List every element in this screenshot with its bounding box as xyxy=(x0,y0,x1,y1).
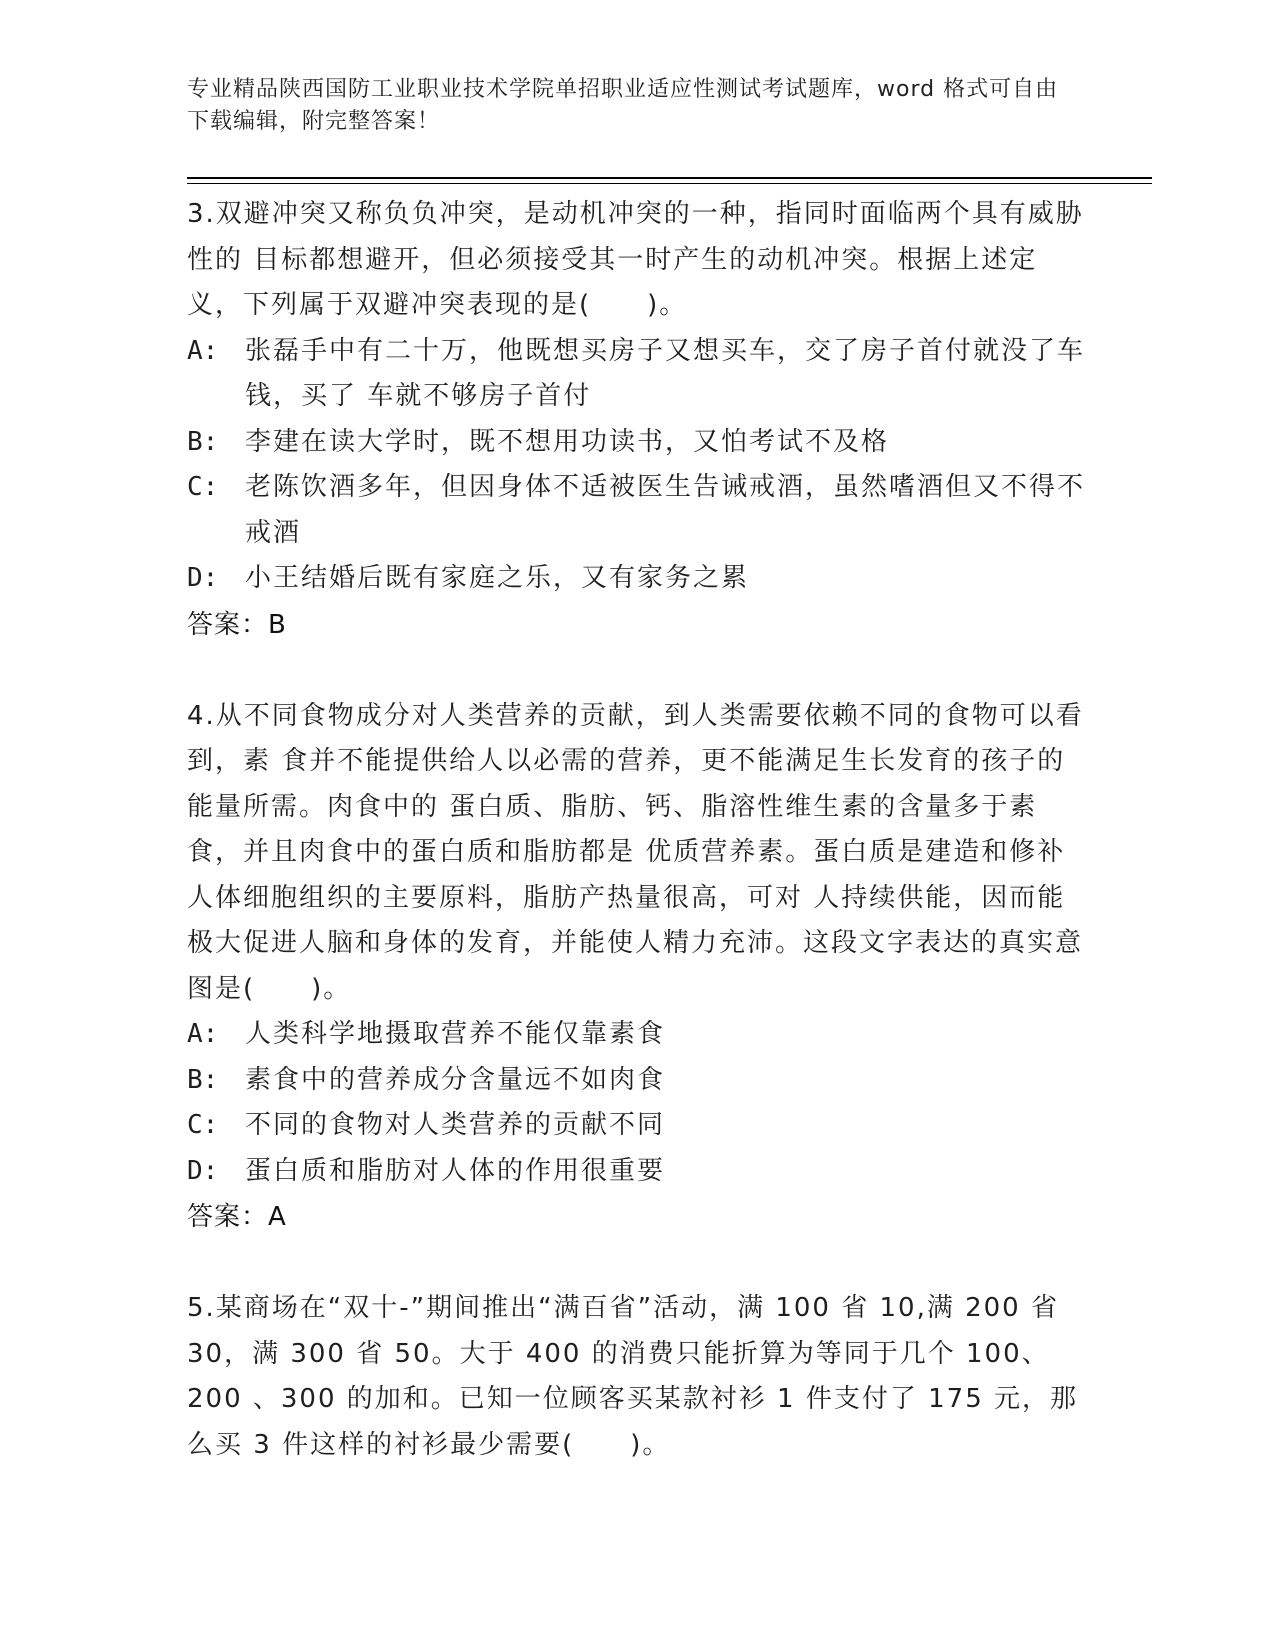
option-text: 素食中的营养成分含量远不如肉食 xyxy=(245,1064,666,1095)
option-letter: C: xyxy=(187,472,219,502)
option-letter: A: xyxy=(187,335,219,366)
option-d xyxy=(187,1149,1087,1195)
question-3 xyxy=(187,192,1087,648)
option-d xyxy=(187,556,1087,602)
option-c xyxy=(187,465,1087,556)
question-stem: 3.双避冲突又称负负冲突，是动机冲突的一种，指同时面临两个具有威胁性的 目标都想避开，但必须接受其一时产生的动机冲突。根据上述定义，下列属于双避冲突表现的是( )。 xyxy=(187,199,1084,320)
option-letter: A: xyxy=(187,1019,219,1049)
option-a xyxy=(187,1012,1087,1058)
question-5 xyxy=(187,1286,1087,1468)
option-text: 老陈饮酒多年，但因身体不适被医生告诫戒酒，虽然嗜酒但又不得不戒酒 xyxy=(245,472,1086,548)
header-rule-thin xyxy=(187,183,1152,184)
answer-line: 答案：B xyxy=(187,609,287,640)
header-rule-thick xyxy=(187,177,1152,179)
option-letter: B: xyxy=(187,1064,219,1095)
option-text: 蛋白质和脂肪对人体的作用很重要 xyxy=(245,1155,666,1186)
option-a xyxy=(187,329,1087,420)
option-b xyxy=(187,1058,1087,1104)
option-text: 不同的食物对人类营养的贡献不同 xyxy=(245,1110,666,1140)
option-text: 小王结婚后既有家庭之乐，又有家务之累 xyxy=(245,563,750,593)
answer-line: 答案：A xyxy=(187,1202,287,1232)
page-header: 专业精品陕西国防工业职业技术学院单招职业适应性测试考试题库，word 格式可自由下载编辑，附完整答案！ xyxy=(187,77,1059,134)
option-letter: B: xyxy=(187,426,219,457)
option-letter: C: xyxy=(187,1110,219,1140)
option-text: 张磊手中有二十万，他既想买房子又想买车，交了房子首付就没了车钱，买了 车就不够房子首付 xyxy=(245,335,1086,411)
question-stem: 4.从不同食物成分对人类营养的贡献，到人类需要依赖不同的食物可以看到，素 食并不能提供给人以必需的营养，更不能满足生长发育的孩子的能量所需。肉食中的 蛋白质、脂肪、钙、脂溶性维生素的含量多于素食，并且肉食中的蛋白质和脂肪都是 优质营养素。蛋白质是建造和修补人体细胞组织的主要原料，脂肪产热量很高，可对 人持续供能，因而能极大促进人脑和身体的发育，并能使人精力充沛。这段文字表达的真实意图是( )。 xyxy=(187,700,1084,1004)
question-list xyxy=(187,192,1087,1514)
option-text: 李建在读大学时，既不想用功读书，又怕考试不及格 xyxy=(245,426,890,457)
option-letter: D: xyxy=(187,563,219,593)
option-c xyxy=(187,1103,1087,1149)
option-letter: D: xyxy=(187,1155,219,1186)
option-text: 人类科学地摄取营养不能仅靠素食 xyxy=(245,1019,666,1049)
question-4 xyxy=(187,694,1087,1241)
question-stem: 5.某商场在“双十-”期间推出“满百省”活动，满 100 省 10,满 200 省 30，满 300 省 50。大于 400 的消费只能折算为等同于几个 100、200 、300 的加和。已知一位顾客买某款衬衫 1 件支付了 175 元，那么买 3 件这样的衬衫最少需要( )。 xyxy=(187,1293,1079,1460)
option-b xyxy=(187,420,1087,466)
